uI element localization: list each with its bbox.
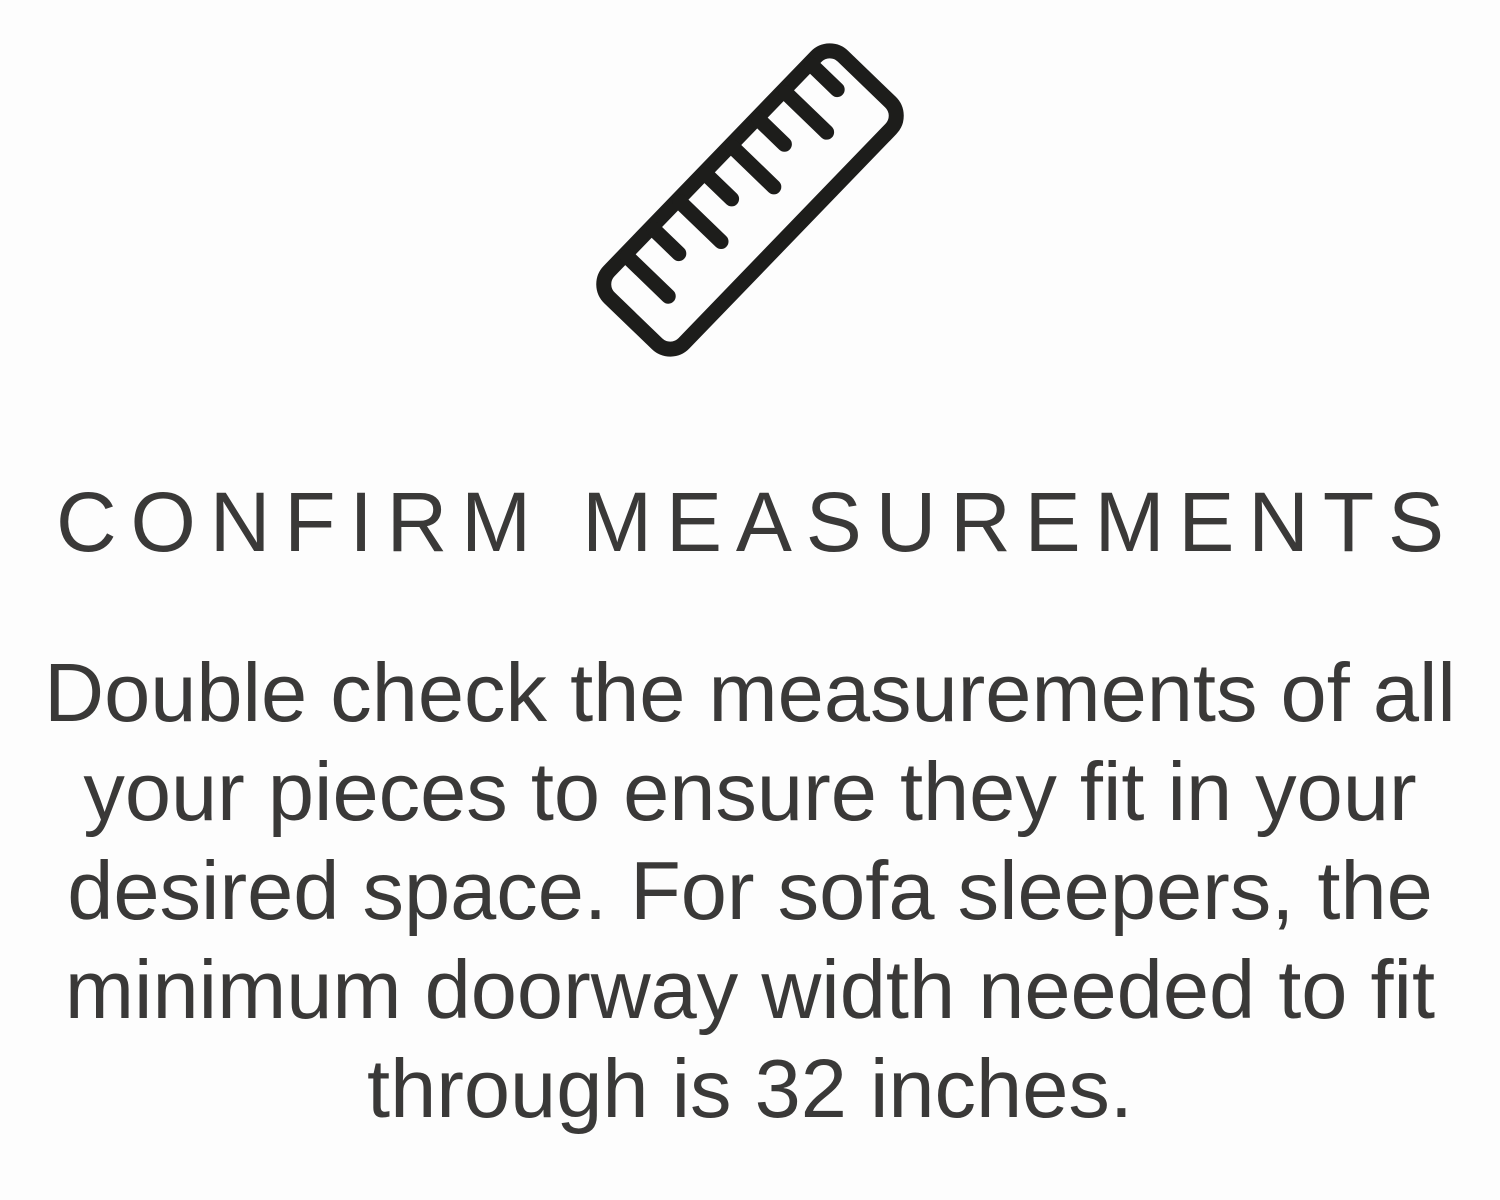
description-line-3: desired space. For sofa sleepers, the bbox=[67, 844, 1433, 937]
description-line-1: Double check the measurements of all bbox=[44, 646, 1456, 739]
section-description bbox=[44, 643, 1456, 1138]
description-line-4: minimum doorway width needed to fit bbox=[64, 943, 1436, 1036]
section-title: CONFIRM MEASUREMENTS bbox=[55, 475, 1458, 569]
ruler-icon-svg bbox=[590, 40, 910, 360]
description-line-5: through is 32 inches. bbox=[367, 1042, 1133, 1135]
description-line-2: your pieces to ensure they fit in your bbox=[83, 745, 1417, 838]
ruler-icon bbox=[590, 40, 910, 360]
